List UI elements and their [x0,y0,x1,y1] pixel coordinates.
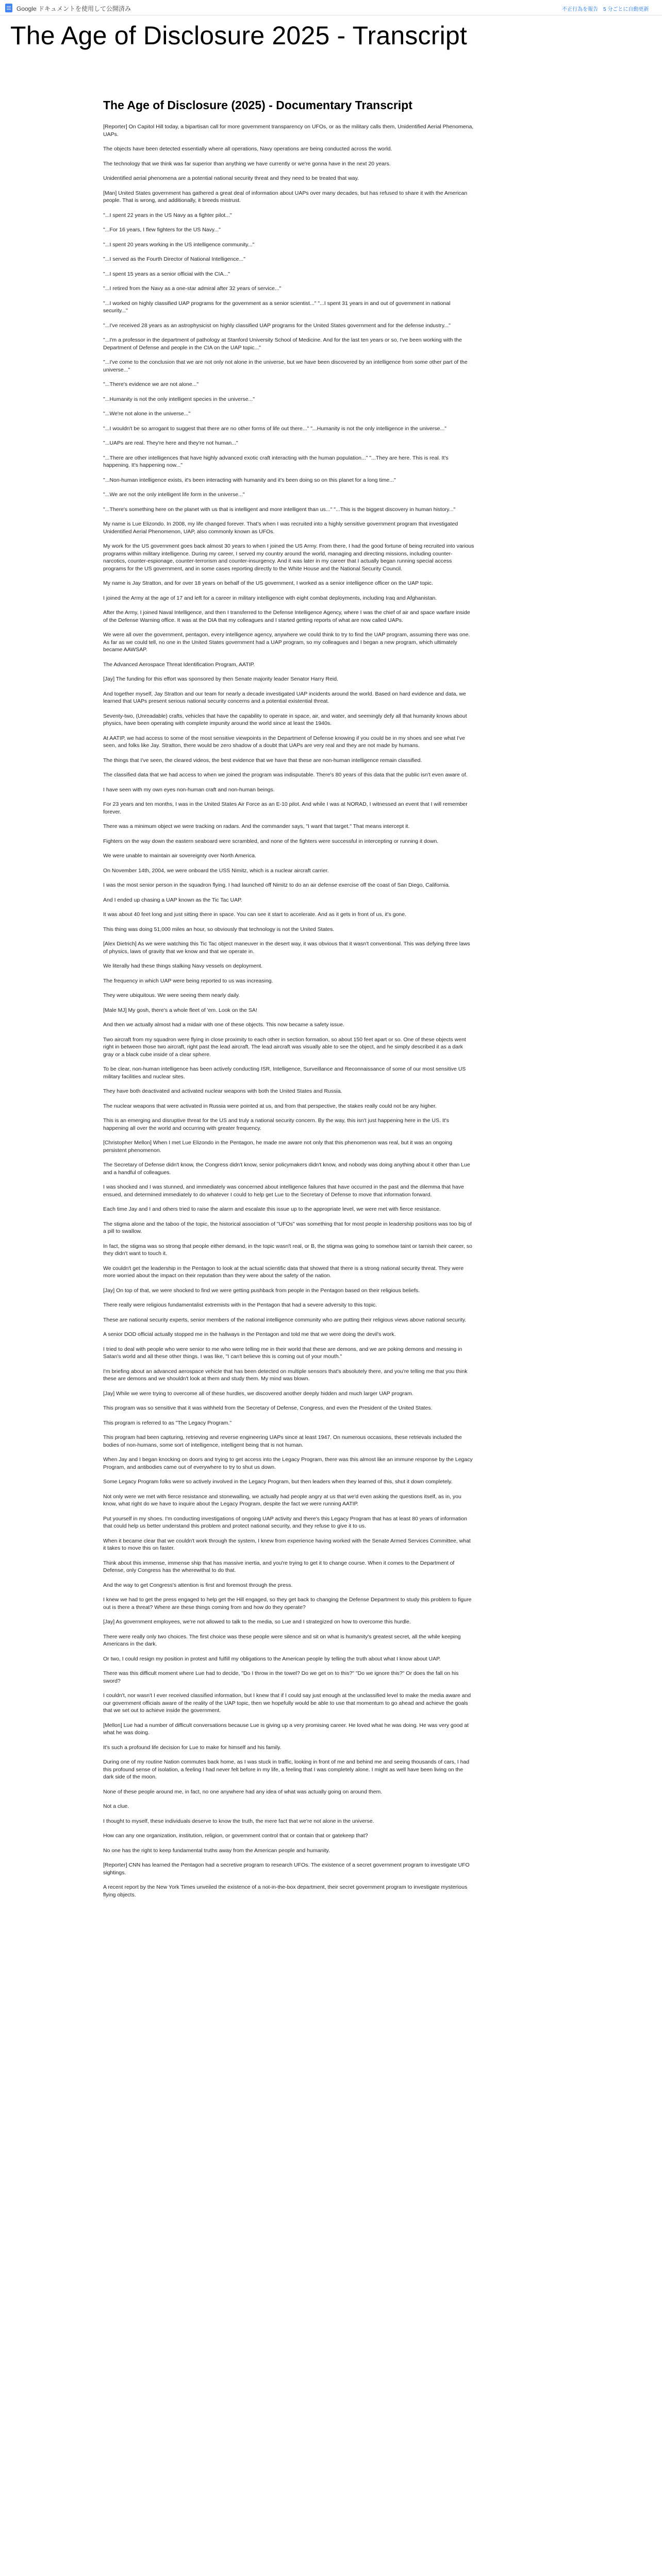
transcript-paragraph: There were really only two choices. The first choice was these people were silence and sit on what is humanity's greatest secret, all the while keeping Americans in the dark. [103,1633,461,1647]
transcript-paragraph: There was a minimum object we were tracking on radars. And the commander says, "I want that target." That means intercept it. [103,823,410,829]
transcript-paragraph: "...I'm a professor in the department of pathology at Stanford University School of Medicine. And for the last ten years or so, I've been working with the Department of Defense and people in the CIA on the UAP topic..." [103,337,462,351]
transcript-paragraph: [Male MJ] My gosh, there's a whole fleet of 'em. Look on the SA! [103,1007,257,1013]
transcript-paragraph: When it became clear that we couldn't work through the system, I knew from experience having worked with the Senate Armed Services Committee, what it takes to move this on faster. [103,1537,471,1551]
transcript-paragraph: To be clear, non-human intelligence has been actively conducting ISR, Intelligence, Surveillance and Reconnaissance of some of our most sensitive US military facilities and nuclear sites. [103,1066,466,1080]
transcript-paragraph: And the way to get Congress's attention is first and foremost through the press. [103,1582,293,1588]
transcript-paragraph: It's such a profound life decision for Lue to make for himself and his family. [103,1744,282,1751]
transcript-paragraph: We literally had these things stalking Navy vessels on deployment. [103,963,263,969]
auto-update-note: 5 分ごとに自動更新 [603,7,649,12]
transcript-paragraph: [Reporter] CNN has learned the Pentagon had a secretive program to research UFOs. The existence of a secret government program to investigate UFO sightings. [103,1862,470,1876]
transcript-paragraph: "...I spent 15 years as a senior official with the CIA..." [103,270,230,277]
transcript-paragraph: "...We're not alone in the universe..." [103,411,191,417]
transcript-paragraph: The Advanced Aerospace Threat Identification Program, AATIP. [103,661,255,668]
transcript-paragraph: The Secretary of Defense didn't know, the Congress didn't know, senior policymakers didn't know, and nobody was doing anything about it other than Lue and a handful of colleagues. [103,1162,470,1176]
transcript-paragraph: This program had been capturing, retrieving and reverse engineering UAPs since at least 1947. On numerous occasions, these retrievals included the bodies of non-humans, some sort of intelligence, intelligent being that is not human. [103,1434,462,1448]
transcript-paragraph: My work for the US government goes back almost 30 years to when I joined the US Army. From there, I had the good fortune of being recruited into various programs within military intelligence. During my career, I served my country around the world, managing and directing missions, including counter-narcotics, counter-espionage, counter-terrorism and counter-insurgency. And it was later in my career that I actually began running special access programs for the US government, and in some cases reporting directly to the White House and the National Security Council. [103,543,474,572]
transcript-paragraph: I have seen with my own eyes non-human craft and non-human beings. [103,786,275,793]
transcript-paragraph: "...For 16 years, I flew fighters for the US Navy..." [103,227,221,233]
transcript-paragraph: [Mellon] Lue had a number of difficult conversations because Lue is giving up a very promising career. He loved what he was doing. He was very good at what he was doing. [103,1722,469,1736]
transcript-paragraph: Fighters on the way down the eastern seaboard were scrambled, and none of the fighters were successful in intercepting or running it down. [103,838,439,844]
transcript-paragraph: [Reporter] On Capitol Hill today, a bipartisan call for more government transparency on UFOs, or as the military calls them, Unidentified Aerial Phenomena, UAPs. [103,124,474,138]
transcript-paragraph: [Christopher Mellon] When I met Lue Elizondo in the Pentagon, he made me aware not only that this phenomenon was real, but it was an ongoing persistent phenomenon. [103,1140,453,1154]
transcript-paragraph: And together myself, Jay Stratton and our team for nearly a decade investigated UAP incidents around the world. Based on hard evidence and data, we learned that UAPs present serious national security concerns and a potential existential threat. [103,690,466,704]
transcript-paragraph: In fact, the stigma was so strong that people either demand, in the topic wasn't real, or B, the stigma was going to somehow taint or tarnish their career, so they didn't want to touch it. [103,1243,472,1257]
transcript-paragraph: "...Non-human intelligence exists, it's been interacting with humanity and it's been doing so on this planet for a long time..." [103,477,396,483]
transcript-paragraph: My name is Lue Elizondo. In 2008, my life changed forever. That's when I was recruited into a highly sensitive government program that investigated Unidentified Aerial Phenomenon, UAP, also commonly known as UFOs. [103,521,458,535]
publish-banner [0,0,662,15]
transcript-paragraph: The nuclear weapons that were activated in Russia were pointed at us, and from that perspective, the stakes really could not be any higher. [103,1103,437,1109]
transcript-paragraph: I was shocked and I was stunned, and immediately was concerned about intelligence failures that have occurred in the past and the dilemma that have ensued, and determined immediately to do whatever I could to help get Lue to the Secretary of Defense to move that information forward. [103,1184,464,1198]
transcript-paragraph: This is an emerging and disruptive threat for the US and truly a national security concern. By the way, this isn't just happening here in the US. It's happening all over the world and occurring with greater frequency. [103,1117,449,1131]
transcript-paragraph: At AATIP, we had access to some of the most sensitive viewpoints in the Department of Defense knowing if you could be in my shoes and see what I've seen, and folks like Jay. Stratton, there would be zero shadow of a doubt that UAPs are very real and they are not made by humans. [103,735,465,749]
transcript-paragraph: Or two, I could resign my position in protest and fulfill my obligations to the American people by telling the truth about what I know about UAP. [103,1655,441,1662]
transcript-paragraph: Put yourself in my shoes. I'm conducting investigations of ongoing UAP activity and there's this Legacy Program that has at least 80 years of information that could help us better understand this problem and protect national security, and they refuse to give it to us. [103,1515,467,1529]
transcript-paragraph: [Jay] On top of that, we were shocked to find we were getting pushback from people in the Pentagon based on their religious beliefs. [103,1287,420,1294]
transcript-paragraph: I knew we had to get the press engaged to help get the Hill engaged, so they get back to changing the Defense Department to study this problem to figure out is there a threat? Where are these things coming from and how do they operate? [103,1597,472,1611]
transcript-paragraph: My name is Jay Stratton, and for over 18 years on behalf of the US government, I worked as a senior intelligence officer on the UAP topic. [103,580,433,586]
transcript-paragraph: "...There are other intelligences that have highly advanced exotic craft interacting with the human population..." "...They are here. This is real. It's happening. It's happening now..." [103,454,449,468]
transcript-paragraph: "...I retired from the Navy as a one-star admiral after 32 years of service..." [103,285,282,292]
transcript-paragraph: I was the most senior person in the squadron flying. I had launched off Nimitz to do an air defense exercise off the coast of San Diego, California. [103,882,450,888]
published-with-docs-note: Google ドキュメントを使用して公開済み [16,5,131,12]
transcript-paragraph: And then we actually almost had a midair with one of these objects. This now became a safety issue. [103,1022,344,1028]
transcript-paragraph: None of these people around me, in fact, no one anywhere had any idea of what was actually going on around them. [103,1788,383,1795]
transcript-paragraph: "...I served as the Fourth Director of National Intelligence..." [103,256,245,262]
transcript-paragraph: "...I wouldn't be so arrogant to suggest that there are no other forms of life out there..." "...Humanity is not the only intelligence in the universe..." [103,425,446,432]
transcript-body [103,123,474,1899]
transcript-paragraph: The things that I've seen, the cleared videos, the best evidence that we have that these are non-human intelligence remain classified. [103,757,422,764]
transcript-paragraph: "...There's something here on the planet with us that is intelligent and more intelligent than us..." "...This is the biggest discovery in human history..." [103,506,456,513]
transcript-paragraph: Two aircraft from my squadron were flying in close proximity to each other in section formation, so about 150 feet apart or so. One of these objects went right in between those two aircraft, right past the lead aircraft. The lead aircraft was visually able to see the object, and he simply described it as a dark gray or a black cube inside of a clear sphere. [103,1036,466,1058]
transcript-paragraph: This program was so sensitive that it was withheld from the Secretary of Defense, Congress, and even the President of the United States. [103,1405,433,1411]
transcript-paragraph: Seventy-two, (Unreadable) crafts, vehicles that have the capability to operate in space, air, and water, and seemingly defy all that humanity knows about physics, have been operating with complete impunity around the world since at least the 1940s. [103,713,467,726]
transcript-paragraph: For 23 years and ten months, I was in the United States Air Force as an E-10 pilot. And while I was at NORAD, I witnessed an event that I will remember forever. [103,801,468,815]
transcript-paragraph: "...There's evidence we are not alone..." [103,381,199,387]
transcript-paragraph: It was about 40 feet long and just sitting there in space. You can see it start to accelerate. And as it gets in front of us, it's gone. [103,911,407,918]
transcript-paragraph: A senior DOD official actually stopped me in the hallways in the Pentagon and told me that we were doing the devil's work. [103,1331,396,1337]
transcript-paragraph: "...I spent 22 years in the US Navy as a fighter pilot..." [103,212,232,218]
transcript-paragraph: [Alex Dietrich] As we were watching this Tic Tac object maneuver in the desert way, it was obvious that it wasn't conventional. This was defying three laws of physics, laws of gravity that we know and that we operate in. [103,941,470,955]
transcript-paragraph: "...UAPs are real. They're here and they're not human..." [103,440,238,446]
transcript-paragraph: I thought to myself, these individuals deserve to know the truth, the mere fact that we're not alone in the universe. [103,1818,374,1824]
transcript-paragraph: "...I've come to the conclusion that we are not only not alone in the universe, but we have been discovered by an intelligence from some other part of the universe..." [103,359,468,373]
transcript-paragraph: How can any one organization, institution, religion, or government control that or contain that or gatekeep that? [103,1833,368,1839]
transcript-paragraph: The stigma alone and the taboo of the topic, the historical association of "UFOs" was something that for most people in leadership positions was too big of a pill to swallow. [103,1221,472,1234]
transcript-paragraph: This thing was doing 51,000 miles an hour, so obviously that technology is not the United States. [103,926,335,933]
transcript-paragraph: A recent report by the New York Times unveiled the existence of a not-in-the-box department, their secret government program to investigate mysterious flying objects. [103,1884,468,1898]
transcript-paragraph: After the Army, I joined Naval Intelligence, and then I transferred to the Defense Intelligence Agency, where I was the chief of air and space warfare inside of the Defense Warning office. It was at the DIA that my colleagues and I started getting reports of what are now called UAPs. [103,609,470,623]
google-docs-logo-icon [5,4,12,12]
transcript-paragraph: And I ended up chasing a UAP known as the Tic Tac UAP. [103,896,242,903]
transcript-paragraph: These are national security experts, senior members of the national intelligence community who are putting their religious views above national security. [103,1316,467,1323]
transcript-paragraph: The technology that we think was far superior than anything we have currently or we're gonna have in the next 20 years. [103,160,391,167]
transcript-paragraph: Some Legacy Program folks were so actively involved in the Legacy Program, but then leaders when they learned of this, shut it down completely. [103,1479,453,1485]
report-abuse-link[interactable]: 不正行為を報告 [562,7,598,12]
transcript-paragraph: There really were religious fundamentalist extremists with in the Pentagon that had a severe adversity to this topic. [103,1302,377,1308]
transcript-paragraph: During one of my routine Nation commutes back home, as I was stuck in traffic, looking in front of me and behind me and seeing thousands of cars, I had this profound sense of isolation, a feeling I had never felt before in my life, a feeling that I was completely alone. I might as well have been living on the dark side of the moon. [103,1759,470,1780]
transcript-paragraph: [Man] United States government has gathered a great deal of information about UAPs over many decades, but has refused to share it with the American people. That is wrong, and additionally, it breeds mistrust. [103,190,468,204]
transcript-paragraph: The classified data that we had access to when we joined the program was indisputable. There's 80 years of this data that the public isn't even aware of. [103,772,468,778]
transcript-paragraph: Each time Jay and I and others tried to raise the alarm and escalate this issue up to the appropriate level, we were met with fierce resistance. [103,1206,441,1212]
transcript-paragraph: I tried to deal with people who were senior to me who were telling me in their world that these are demons, and we are poking demons and messing in Satan's world and all these other things. I was like, "I can't believe this is coming out of your mouth." [103,1346,462,1360]
transcript-paragraph: [Jay] As government employees, we're not allowed to talk to the media, so Lue and I strategized on how to overcome this hurdle. [103,1619,411,1625]
transcript-paragraph: [Jay] The funding for this effort was sponsored by then Senate majority leader Senator Harry Reid. [103,676,339,682]
transcript-paragraph: Not a clue. [103,1803,129,1809]
transcript-paragraph: Unidentified aerial phenomena are a potential national security threat and they need to be treated that way. [103,175,359,181]
transcript-paragraph: Think about this immense, immense ship that has massive inertia, and you're trying to get it to change course. When it comes to the Department of Defense, only Congress has the wherewithal to do that. [103,1560,455,1573]
transcript-paragraph: They have both deactivated and activated nuclear weapons with both the United States and Russia. [103,1088,342,1094]
transcript-paragraph: No one has the right to keep fundamental truths away from the American people and humanity. [103,1847,330,1854]
transcript-paragraph: The frequency in which UAP were being reported to us was increasing. [103,977,273,984]
transcript-paragraph: "...I've received 28 years as an astrophysicist on highly classified UAP programs for the United States government and for the defense industry..." [103,322,451,329]
transcript-paragraph: When Jay and I began knocking on doors and trying to get access into the Legacy Program, there was this almost like an immune response by the Legacy Program, and antibodies came out of everywhere to try to shut us down. [103,1456,473,1470]
transcript-paragraph: On November 14th, 2004, we were onboard the USS Nimitz, which is a nuclear aircraft carrier. [103,867,329,874]
transcript-paragraph: "...I spent 20 years working in the US intelligence community..." [103,241,255,248]
transcript-paragraph: We were all over the government, pentagon, every intelligence agency, anywhere we could think to try to find the UAP program, assuming there was one. As far as we could tell, no one in the United States government had a UAP program, so my colleagues and I began a new program, which ultimately became AAWSAP. [103,632,470,653]
transcript-paragraph: This program is referred to as "The Legacy Program." [103,1419,232,1426]
transcript-paragraph: We couldn't get the leadership in the Pentagon to look at the actual scientific data that showed that there is a strong national security threat. They were more worried about the impact on their reputation than they were about the safety of the nation. [103,1265,464,1279]
transcript-paragraph: "...Humanity is not the only intelligent species in the universe..." [103,396,255,402]
transcript-paragraph: I joined the Army at the age of 17 and left for a career in military intelligence with eight combat deployments, including Iraq and Afghanistan. [103,595,437,601]
transcript-paragraph: [Jay] While we were trying to overcome all of these hurdles, we discovered another deeply hidden and much larger UAP program. [103,1390,413,1397]
document-title: The Age of Disclosure 2025 - Transcript [10,21,467,50]
transcript-paragraph: I'm briefing about an advanced aerospace vehicle that has been detected on multiple sensors that's absolutely there, and you're telling me that you think these are demons and we shouldn't look at them and study them. My mind was blown. [103,1368,468,1382]
document-heading: The Age of Disclosure (2025) - Documentary Transcript [103,98,412,112]
transcript-paragraph: They were ubiquitous. We were seeing them nearly daily. [103,992,240,998]
transcript-paragraph: The objects have been detected essentially where all operations, Navy operations are being conducted across the world. [103,146,392,152]
document-page [103,98,474,2576]
transcript-paragraph: "...We are not the only intelligent life form in the universe..." [103,492,245,498]
transcript-paragraph: There was this difficult moment where Lue had to decide, "Do I throw in the towel? Do we get on to this?" "Do we ignore this?" Or does the fall on his sword? [103,1670,459,1684]
transcript-paragraph: I couldn't, nor wasn't I ever received classified information, but I knew that if I could say just enough at the unclassified level to make the media aware and our government officials aware of the reality of the UAP topic, then we hopefully would be able to use that momentum to go ahead and achieve the goals that we set out to achieve inside the government. [103,1692,471,1714]
transcript-paragraph: "...I worked on highly classified UAP programs for the government as a senior scientist..." "...I spent 31 years in and out of government in national security..." [103,300,451,314]
transcript-paragraph: We were unable to maintain air sovereignty over North America. [103,853,256,859]
transcript-paragraph: Not only were we met with fierce resistance and stonewalling, we actually had people angry at us that we'd even asking the questions itself, as in, you know, what right do we have to inquire about the Legacy Program, despite the fact we were running AATIP. [103,1493,461,1507]
